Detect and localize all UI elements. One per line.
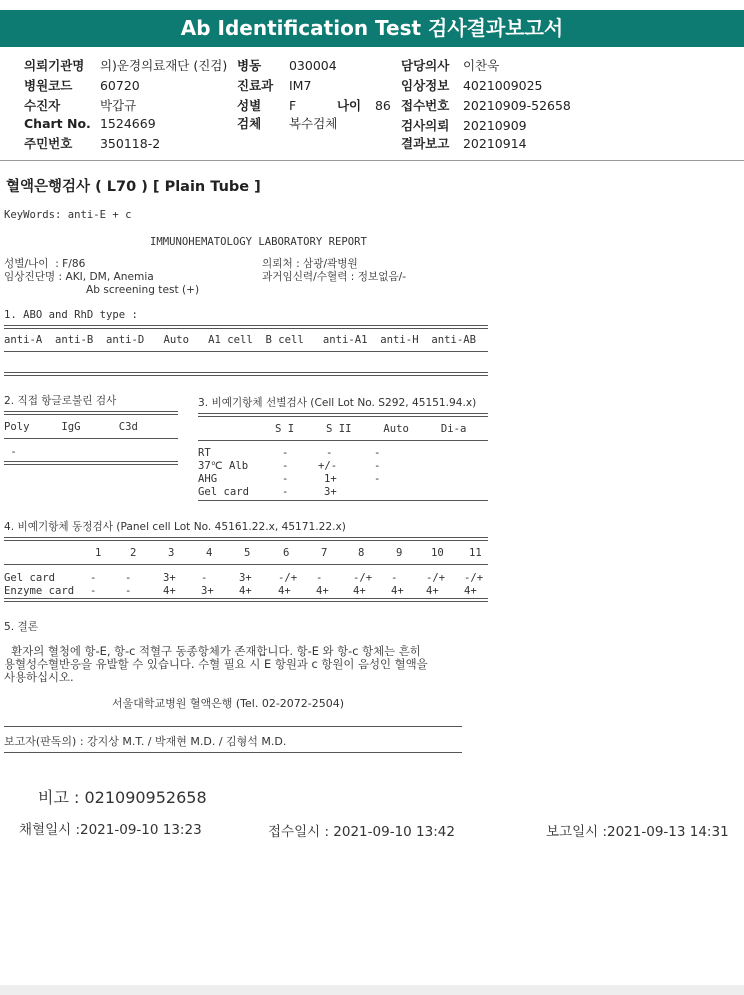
sex-label: 성별 (237, 98, 262, 113)
s3-cell: - (282, 460, 289, 472)
sex-age: 성별/나이 : F/86 (4, 258, 86, 270)
s4-col-header: 8 (358, 547, 365, 559)
s1-rule-mid (4, 351, 488, 352)
s4-cell: - (90, 572, 97, 584)
s1-rule-bottom (4, 372, 488, 376)
doctor-value: 이찬욱 (462, 58, 500, 73)
report-title: Ab Identification Test 검사결과보고서 (0, 10, 744, 47)
s3-row-label: RT (198, 447, 211, 459)
s3-rule-top (198, 413, 488, 417)
dept-value: IM7 (288, 78, 312, 93)
id-no-value: 350118-2 (99, 136, 161, 151)
s4-cell: -/+ (464, 572, 484, 584)
hospital-code-value: 60720 (99, 78, 140, 93)
s4-cell: - (316, 572, 323, 584)
institution-value: 의)운경의료재단 (진검) (99, 58, 228, 73)
dept-label: 진료과 (237, 78, 274, 93)
collected-time: 채혈일시 :2021-09-10 13:23 (19, 822, 202, 838)
s3-cell: 1+ (324, 473, 337, 485)
s4-rule-mid (4, 564, 488, 565)
s4-cell: 3+ (201, 585, 214, 597)
s4-cell: 4+ (163, 585, 176, 597)
s4-cell: - (125, 585, 132, 597)
age-value: 86 (374, 98, 391, 113)
sex-value: F (288, 98, 297, 113)
s3-cell: - (282, 473, 289, 485)
s3-cell: - (282, 486, 289, 498)
s4-cell: - (90, 585, 97, 597)
hospital-code-label: 병원코드 (24, 78, 73, 93)
s4-cell: -/+ (278, 572, 298, 584)
s3-row-label: 37℃ Alb (198, 460, 249, 472)
specimen-label: 검체 (237, 116, 262, 131)
s4-col-header: 6 (283, 547, 290, 559)
s4-cell: 4+ (316, 585, 329, 597)
s4-cell: -/+ (353, 572, 373, 584)
s3-row-label: AHG (198, 473, 218, 485)
chart-no-label: Chart No. (24, 116, 91, 131)
s4-cell: - (125, 572, 132, 584)
s4-rule-bottom (4, 598, 488, 602)
s3-row-label: Gel card (198, 486, 250, 498)
received-time: 접수일시 : 2021-09-10 13:42 (268, 824, 455, 840)
s4-col-header: 10 (431, 547, 444, 559)
lab-report-title: IMMUNOHEMATOLOGY LABORATORY REPORT (150, 236, 367, 248)
s3-cell: 3+ (324, 486, 337, 498)
s4-cell: 3+ (239, 572, 252, 584)
screening: Ab screening test (+) (86, 284, 200, 296)
reported-time: 보고일시 :2021-09-13 14:31 (546, 824, 729, 840)
examinee-value: 박갑규 (99, 98, 137, 113)
bottom-bar (0, 985, 744, 995)
s2-headers: Poly IgG C3d (4, 421, 138, 433)
s4-cell: - (201, 572, 208, 584)
s4-cell: 4+ (426, 585, 439, 597)
request-date-value: 20210909 (462, 118, 527, 133)
s4-cell: - (391, 572, 398, 584)
s4-col-header: 1 (95, 547, 102, 559)
s3-cell: - (374, 473, 381, 485)
s4-col-header: 3 (168, 547, 175, 559)
s4-cell: -/+ (426, 572, 446, 584)
conclusion-line-2: 용혈성수혈반응을 유발할 수 있습니다. 수혈 필요 시 E 항원과 c 항원이 음성인 혈액을 (4, 657, 428, 671)
s3-cell: +/- (318, 460, 338, 472)
requester: 의뢰처 : 삼광/곽병원 (262, 258, 358, 270)
s1-title: 1. ABO and RhD type : (4, 309, 138, 321)
s4-row-label: Gel card (4, 572, 56, 584)
s3-cell: - (282, 447, 289, 459)
institution-row (24, 56, 227, 74)
ward-label: 병동 (237, 58, 262, 73)
s4-cell: 4+ (239, 585, 252, 597)
s4-cell: 3+ (163, 572, 176, 584)
s3-cell: - (374, 460, 381, 472)
age-label: 나이 (336, 98, 362, 113)
s2-title: 2. 직접 항글로불린 검사 (4, 395, 117, 407)
s2-rule-mid (4, 438, 178, 439)
s4-row-label: Enzyme card (4, 585, 75, 597)
s1-rule-top (4, 325, 488, 329)
s3-headers: S I S II Auto Di-a (275, 423, 467, 435)
s4-col-header: 2 (130, 547, 137, 559)
s4-col-header: 4 (206, 547, 213, 559)
id-no-label: 주민번호 (24, 136, 73, 151)
s4-cell: 4+ (391, 585, 404, 597)
receipt-no-label: 접수번호 (401, 98, 450, 113)
clinical-info-label: 임상정보 (401, 78, 450, 93)
report-date-value: 20210914 (462, 136, 527, 151)
doctor-label: 담당의사 (401, 58, 450, 73)
hospital-line: 서울대학교병원 혈액은행 (Tel. 02-2072-2504) (112, 697, 345, 710)
conclusion-line-3: 사용하십시오. (4, 670, 74, 684)
keywords: KeyWords: anti-E + c (4, 209, 132, 221)
report-date-label: 결과보고 (401, 136, 450, 151)
s4-cell: 4+ (278, 585, 291, 597)
s4-cell: 4+ (464, 585, 477, 597)
conclusion-line-1: 환자의 혈청에 항-E, 항-c 적혈구 동종항체가 존재합니다. 항-E 와 항-c 항체는 흔히 (4, 644, 421, 658)
s2-rule-top (4, 411, 178, 415)
s3-rule-mid (198, 440, 488, 441)
receipt-no-value: 20210909-52658 (462, 98, 571, 113)
header-divider (0, 160, 744, 161)
diagnosis: 임상진단명 : AKI, DM, Anemia (4, 271, 154, 283)
s4-title: 4. 비예기항체 동정검사 (Panel cell Lot No. 45161.22.x, 45171.22.x) (4, 521, 346, 533)
s5-title: 5. 결론 (4, 621, 38, 633)
s4-col-header: 5 (244, 547, 251, 559)
reporter-rule-bottom (4, 752, 462, 753)
section-title: 혈액은행검사 ( L70 ) [ Plain Tube ] (6, 179, 261, 195)
institution-label: 의뢰기관명 (24, 58, 85, 73)
s1-headers: anti-A anti-B anti-D Auto A1 cell B cell anti-A1 anti-H anti-AB (4, 334, 476, 346)
specimen-value: 복수검체 (288, 116, 338, 131)
reporter-rule-top (4, 726, 462, 727)
request-date-label: 검사의뢰 (401, 118, 450, 133)
s4-col-header: 7 (321, 547, 328, 559)
s3-title: 3. 비예기항체 선별검사 (Cell Lot No. S292, 45151.94.x) (198, 397, 477, 409)
s3-rule-bottom (198, 500, 488, 501)
ward-value: 030004 (288, 58, 337, 73)
s4-col-header: 11 (469, 547, 482, 559)
s2-value: - (4, 446, 17, 458)
s3-cell: - (326, 447, 333, 459)
reporters: 보고자(판독의) : 강지상 M.T. / 박재현 M.D. / 김형석 M.D. (4, 735, 287, 748)
history: 과거임신력/수혈력 : 정보없음/- (262, 271, 407, 283)
s4-cell: 4+ (353, 585, 366, 597)
s2-rule-bottom (4, 461, 178, 465)
s4-col-header: 9 (396, 547, 403, 559)
examinee-label: 수진자 (24, 98, 61, 113)
chart-no-value: 1524669 (99, 116, 156, 131)
s3-cell: - (374, 447, 381, 459)
clinical-info-value: 4021009025 (462, 78, 543, 93)
s4-rule-top (4, 537, 488, 541)
remark: 비고 : 021090952658 (38, 788, 207, 807)
